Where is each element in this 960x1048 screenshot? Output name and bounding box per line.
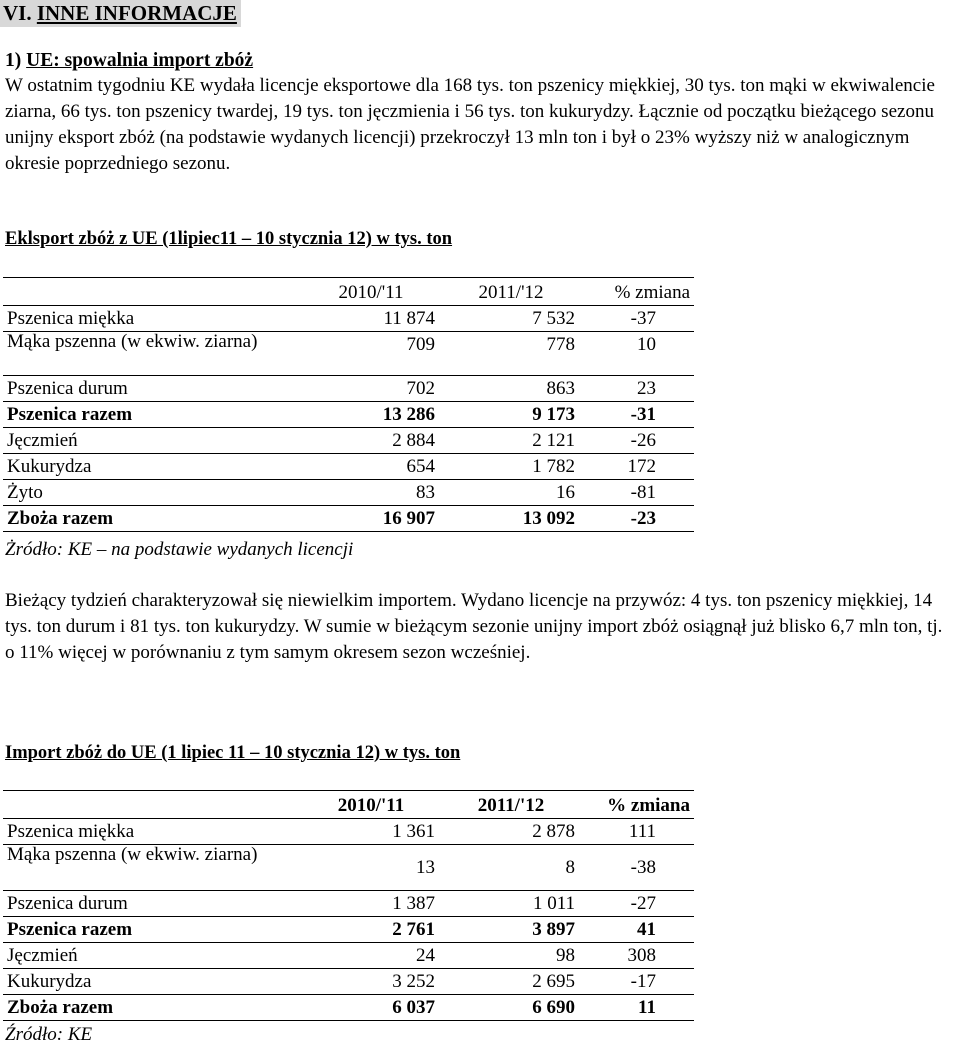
export-table [3,277,694,532]
cell-value: 11 [583,995,694,1021]
table-row [3,845,694,891]
cell-value: 7 532 [443,306,583,332]
cell-value: 702 [303,376,443,402]
table-row [3,969,694,995]
cell-value: 98 [443,943,583,969]
row-name: Kukurydza [3,454,303,480]
paragraph-import-summary: Bieżący tydzień charakteryzował się niewielkim importem. Wydano licencje na przywóz: 4 tys. ton pszenicy miękkiej, 14 tys. ton durum i 81 tys. ton kukurydzy. W sumie w bieżącym sezonie unijny import zbóż osiągnął już blisko 6,7 mln ton, tj. o 11% więcej w porównaniu z tym samym okresem sezon wcześniej. [5,590,943,663]
cell-value: 1 011 [443,891,583,917]
row-name: Jęczmień [3,428,303,454]
cell-value: 2 695 [443,969,583,995]
row-name: Pszenica miękka [3,306,303,332]
cell-value: 9 173 [443,402,583,428]
table-row [3,454,694,480]
header-cell: 2010/'11 [303,791,443,819]
row-name: Pszenica durum [3,376,303,402]
table-row [3,332,694,376]
row-name: Zboża razem [3,995,303,1021]
table-row-total [3,506,694,532]
import-table-source: Źródło: KE [5,1024,93,1045]
row-name: Jęczmień [3,943,303,969]
cell-value: -38 [583,845,694,891]
table-row-subtotal [3,402,694,428]
cell-value: -81 [583,480,694,506]
table-row [3,480,694,506]
subheading [5,48,253,74]
table-row [3,943,694,969]
cell-value: 13 092 [443,506,583,532]
cell-value: 13 286 [303,402,443,428]
cell-value: 11 874 [303,306,443,332]
row-name: Pszenica durum [3,891,303,917]
cell-value: 10 [583,332,694,376]
cell-value: 3 897 [443,917,583,943]
import-table-title: Import zbóż do UE (1 lipiec 11 – 10 stycznia 12) w tys. ton [5,743,461,763]
cell-value: 16 [443,480,583,506]
section-title-text: INNE INFORMACJE [36,1,237,25]
paragraph-export-summary: W ostatnim tygodniu KE wydała licencje eksportowe dla 168 tys. ton pszenicy miękkiej, 30 tys. ton mąki w ekwiwalencie ziarna, 66 tys. ton pszenicy twardej, 19 tys. ton jęczmienia i 56 tys. ton kukurydzy. Łącznie od początku bieżącego sezonu unijny eksport zbóż (na podstawie wydanych licencji) przekroczył 13 mln ton i był o 23% wyższy niż w analogicznym okresie poprzedniego sezonu. [5,75,935,174]
cell-value: -31 [583,402,694,428]
table-row-total [3,995,694,1021]
table-row [3,376,694,402]
cell-value: 24 [303,943,443,969]
cell-value: 2 878 [443,819,583,845]
header-cell: 2011/'12 [443,278,583,306]
row-name: Pszenica razem [3,917,303,943]
table-row [3,819,694,845]
cell-value: 16 907 [303,506,443,532]
row-name: Mąka pszenna (w ekwiw. ziarna) [3,845,303,891]
cell-value: 13 [303,845,443,891]
cell-value: 2 761 [303,917,443,943]
cell-value: -27 [583,891,694,917]
cell-value: 2 121 [443,428,583,454]
cell-value: 6 690 [443,995,583,1021]
row-name: Pszenica miękka [3,819,303,845]
cell-value: 8 [443,845,583,891]
row-name: Żyto [3,480,303,506]
cell-value: 778 [443,332,583,376]
table-header-row [3,791,694,819]
import-table [3,790,694,1021]
cell-value: 23 [583,376,694,402]
table-row [3,891,694,917]
cell-value: 1 782 [443,454,583,480]
header-cell: % zmiana [583,278,694,306]
table-row-subtotal [3,917,694,943]
table-header-row [3,278,694,306]
export-table-title: Eklsport zbóż z UE (1lipiec11 – 10 stycznia 12) w tys. ton [5,229,453,249]
header-cell [3,278,303,306]
cell-value: 308 [583,943,694,969]
cell-value: -17 [583,969,694,995]
subheading-title: UE: spowalnia import zbóż [26,50,254,71]
cell-value: 1 387 [303,891,443,917]
subheading-number: 1) [5,50,22,71]
cell-value: -23 [583,506,694,532]
cell-value: 3 252 [303,969,443,995]
cell-value: 709 [303,332,443,376]
cell-value: 111 [583,819,694,845]
cell-value: -26 [583,428,694,454]
section-number: VI. [3,1,32,25]
row-name: Zboża razem [3,506,303,532]
row-name: Mąka pszenna (w ekwiw. ziarna) [3,332,303,376]
cell-value: 6 037 [303,995,443,1021]
row-name: Pszenica razem [3,402,303,428]
cell-value: 2 884 [303,428,443,454]
header-cell: 2011/'12 [443,791,583,819]
table-row [3,428,694,454]
table-row [3,306,694,332]
export-table-source: Żródło: KE – na podstawie wydanych licencji [5,539,354,560]
section-title [0,0,241,27]
header-cell: 2010/'11 [303,278,443,306]
header-cell: % zmiana [583,791,694,819]
header-cell [3,791,303,819]
cell-value: 83 [303,480,443,506]
row-name: Kukurydza [3,969,303,995]
cell-value: 1 361 [303,819,443,845]
cell-value: 41 [583,917,694,943]
cell-value: -37 [583,306,694,332]
cell-value: 863 [443,376,583,402]
cell-value: 654 [303,454,443,480]
cell-value: 172 [583,454,694,480]
